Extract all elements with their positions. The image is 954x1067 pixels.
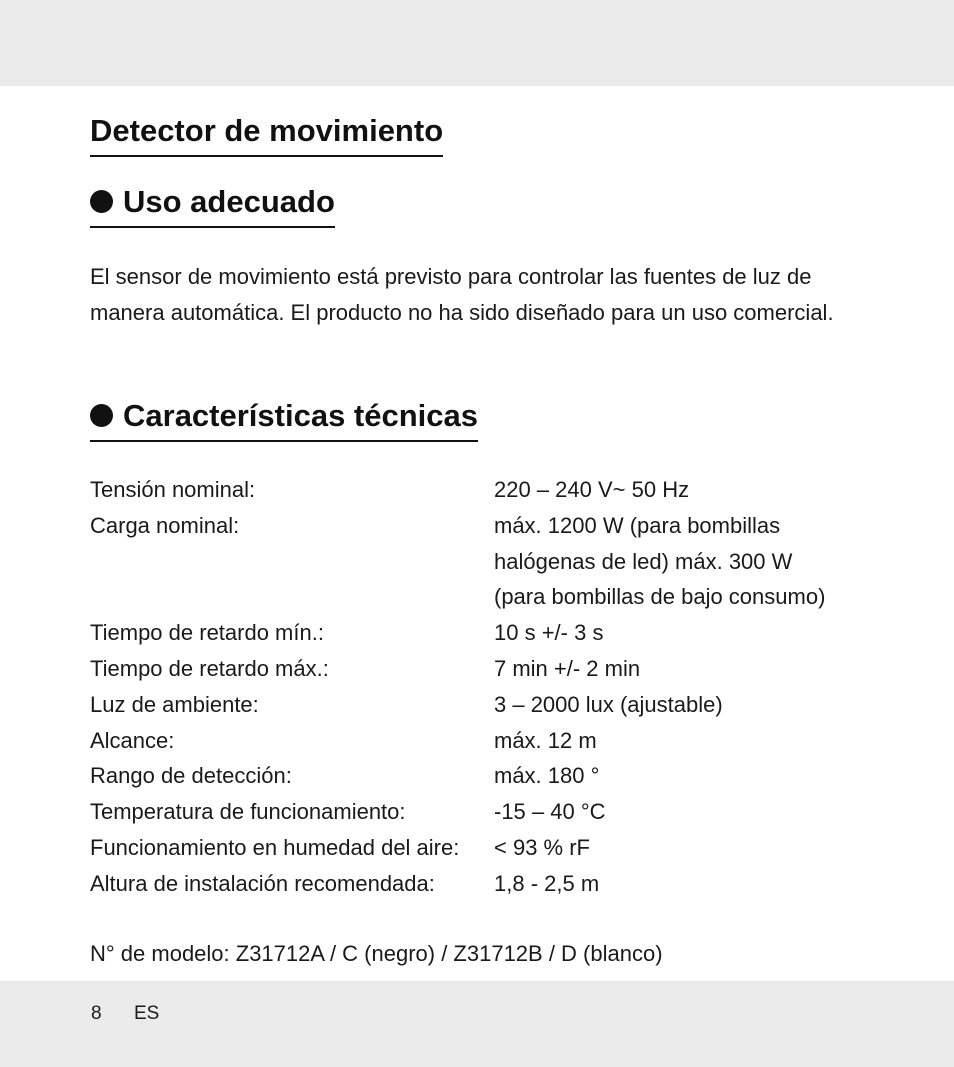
section-heading-caracteristicas <box>90 396 478 442</box>
spec-row <box>90 794 825 830</box>
spec-value: máx. 12 m <box>494 727 597 753</box>
section-heading-caracteristicas-text: Características técnicas <box>123 398 479 433</box>
spec-label: Funcionamiento en humedad del aire: <box>90 834 460 860</box>
spec-row <box>90 508 825 615</box>
spec-label: Tensión nominal: <box>90 477 256 502</box>
spec-value: 220 – 240 V~ 50 Hz <box>494 477 690 502</box>
spec-row <box>90 651 825 687</box>
spec-value: máx. 180 ° <box>494 763 600 789</box>
spec-value: máx. 1200 W (para bombillas halógenas de led) máx. 300 W (para bombillas de bajo consumo) <box>494 512 826 610</box>
spec-row <box>90 687 825 723</box>
spec-value: < 93 % rF <box>494 834 590 860</box>
spec-value: 1,8 - 2,5 m <box>494 870 600 896</box>
spec-row <box>90 615 825 651</box>
section-heading-uso <box>90 182 335 228</box>
spec-row <box>90 472 825 508</box>
page-title-text: Detector de movimiento <box>90 113 444 148</box>
spec-value: 10 s +/- 3 s <box>494 620 604 646</box>
spec-row <box>90 723 825 759</box>
spec-label: Carga nominal: <box>90 512 240 538</box>
page-title <box>90 111 443 157</box>
page-number: 8 <box>91 1003 102 1024</box>
spec-value: -15 – 40 °C <box>494 799 606 825</box>
section-heading-uso-text: Uso adecuado <box>123 184 335 219</box>
spec-value: 7 min +/- 2 min <box>494 655 641 681</box>
spec-label: Rango de detección: <box>90 763 292 789</box>
uso-paragraph: El sensor de movimiento está previsto para controlar las fuentes de luz de manera automática. El producto no ha sido diseñado para un uso comercial. <box>90 264 834 325</box>
spec-label: Altura de instalación recomendada: <box>90 870 435 896</box>
spec-value: 3 – 2000 lux (ajustable) <box>494 691 723 717</box>
model-number: N° de modelo: Z31712A / C (negro) / Z31712B / D (blanco) <box>90 941 663 966</box>
specs-table <box>90 472 825 902</box>
language-code: ES <box>134 1003 160 1024</box>
spec-row <box>90 830 825 866</box>
bullet-icon <box>90 404 113 427</box>
spec-label: Temperatura de funcionamiento: <box>90 799 406 825</box>
top-margin-band <box>0 0 954 86</box>
spec-label: Tiempo de retardo máx.: <box>90 655 329 681</box>
spec-row <box>90 866 825 902</box>
bullet-icon <box>90 190 113 213</box>
spec-row <box>90 758 825 794</box>
spec-label: Luz de ambiente: <box>90 691 259 717</box>
spec-label: Tiempo de retardo mín.: <box>90 620 324 646</box>
spec-label: Alcance: <box>90 727 175 753</box>
